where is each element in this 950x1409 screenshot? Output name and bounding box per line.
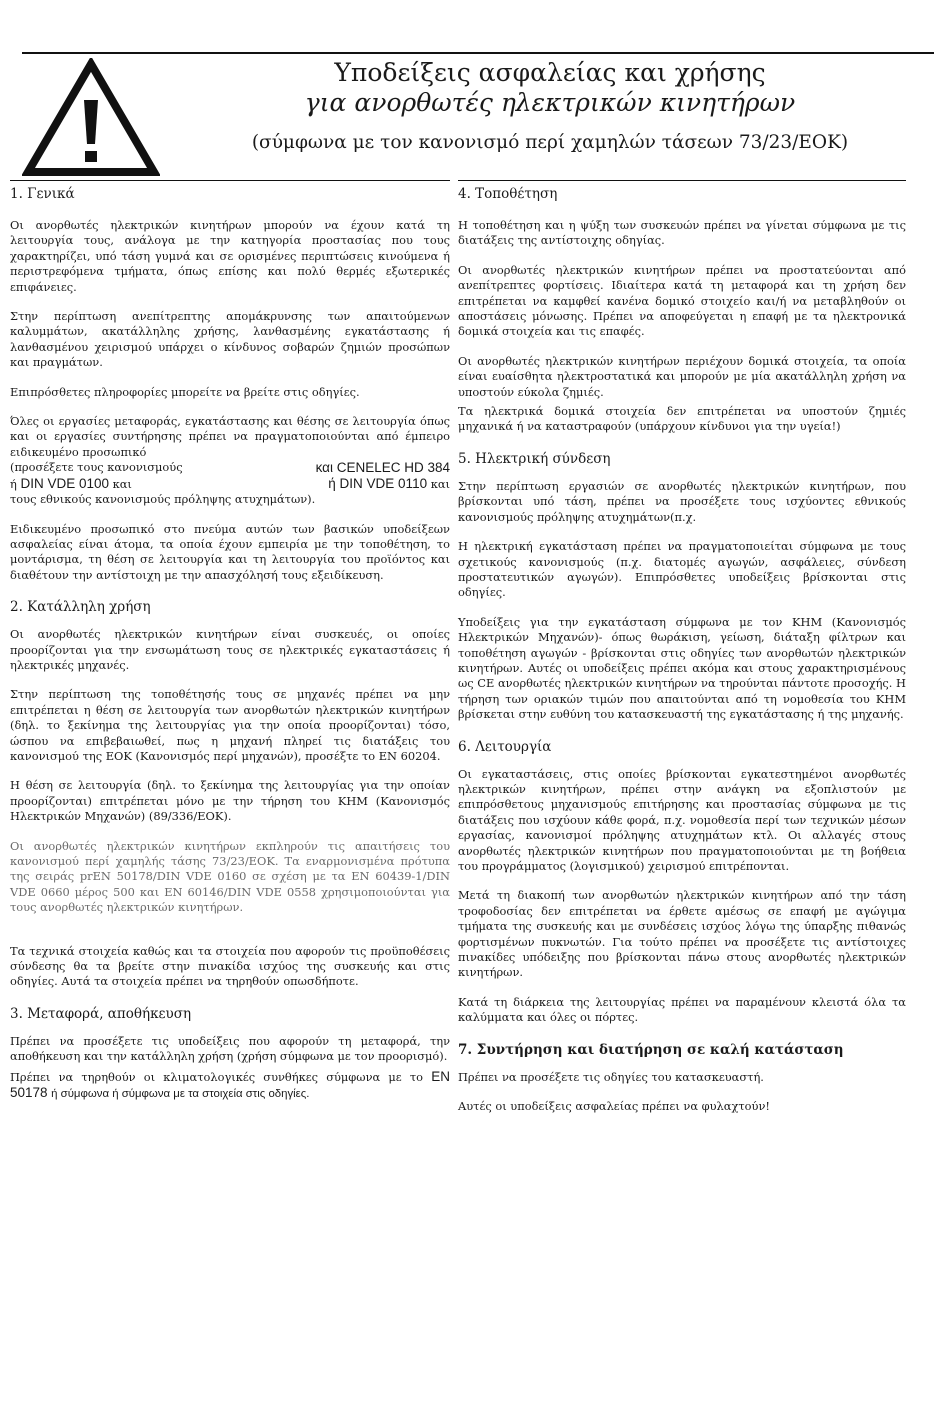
warning-triangle-icon	[22, 58, 160, 178]
paragraph: Επιπρόσθετες πληροφορίες μπορείτε να βρείτε στις οδηγίες.	[10, 384, 360, 399]
paragraph: Κατά τη διάρκεια της λειτουργίας πρέπει να παραμένουν κλειστά όλα τα καλύμματα και όλες οι πόρτες.	[458, 994, 906, 1025]
paragraph: Οι ανορθωτές ηλεκτρικών κινητήρων περιέχουν δομικά στοιχεία, τα οποία είναι ευαίσθητα ηλεκτροστατικά και μπορούν με μία ακατάλληλη χρήση να υποστούν εύκολα ζημιές.	[458, 353, 906, 399]
paragraph-text: ή σύμφωνα ή σύμφωνα με τα στοιχεία στις οδηγίες.	[51, 1088, 310, 1101]
section-operation	[458, 737, 906, 1026]
section-title: 1. Γενικά	[10, 180, 450, 204]
paragraph: Οι ανορθωτές ηλεκτρικών κινητήρων μπορούν να έχουν κατά τη λειτουργία τους, ανάλογα με την κατηγορία προστασίας που τους χαρακτηρίζει, υπό τάση γυμνά και σε ορισμένες περιπτώσεις κινούμενα ή περιστρεφόμενα τμήματα, όπως επίσης και πολύ θερμές εξωτερικές επιφάνειες.	[10, 218, 450, 294]
section-proper-use	[10, 597, 450, 990]
standards-intro: (προσέξετε τους κανονισμούς	[10, 460, 183, 475]
section-transport	[10, 1004, 450, 1103]
left-column	[10, 180, 450, 1116]
paragraph-text: Πρέπει να τηρηθούν οι κλιματολογικές συνθήκες σύμφωνα με το	[10, 1069, 424, 1084]
section-electrical-connection	[458, 449, 906, 723]
paragraph: Οι ανορθωτές ηλεκτρικών κινητήρων εκπληρούν τις απαιτήσεις του κανονισμού περί χαμηλής τάσης 73/23/ΕΟΚ. Τα εναρμονισμένα πρότυπα της σειράς prEN 50178/DIN VDE 0160 σε σχέση με τα EN 60439-1/DIN VDE 0660 μέρος 500 και EN 60146/DIN VDE 0558 χρησιμοποιούνται για τους ανορθωτές ηλεκτρικών κινητήρων.	[10, 838, 450, 915]
paragraph	[10, 1069, 450, 1103]
paragraph: Οι εγκαταστάσεις, στις οποίες βρίσκονται εγκατεστημένοι ανορθωτές ηλεκτρικών κινητήρων, πρέπει στην ανάγκη να εξοπλιστούν με επιπρόσθετους μηχανισμούς επιτήρησης και προστασίας σύμφωνα με τις διατάξεις που ισχύουν κάθε φορά, π.χ. νομοθεσία περί των τεχνικών μέσων εργασίας, κανονισμοί πρόληψης ατυχημάτων κτλ. Οι αλλαγές στους ανορθωτές ηλεκτρικών κινητήρων που πραγματοποιούνται με τη βοήθεια του προγράμματος (λογισμικού) χειρισμού επιτρέπονται.	[458, 766, 906, 873]
paragraph: Οι ανορθωτές ηλεκτρικών κινητήρων πρέπει να προστατεύονται από ανεπίτρεπτες φορτίσεις. Ιδιαίτερα κατά τη μεταφορά και τη χρήση δεν επιτρέπεται να καμφθεί κανένα δομικό στοιχείο και/ή να μεταβληθούν οι αποστάσεις μόνωσης. Πρέπει να αποφεύγεται η επαφή με τα ηλεκτρονικά δομικά στοιχεία και τις επαφές.	[458, 262, 906, 339]
standards-line	[10, 476, 450, 492]
paragraph: Στην περίπτωση εργασιών σε ανορθωτές ηλεκτρικών κινητήρων, που βρίσκονται υπό τάση, πρέπει να προσέξετε τους ισχύοντες εθνικούς κανονισμούς πρόληψης ατυχημάτων(π.χ.	[458, 478, 906, 524]
paragraph: Ειδικευμένο προσωπικό στο πνεύμα αυτών των βασικών υποδείξεων ασφαλείας είναι άτομα, τα οποία έχουν εμπειρία με την τοποθέτηση, το μοντάρισμα, τη θέση σε λειτουργία και τη λειτουργία του προϊόντος και διαθέτουν την αντίστοιχη με την απασχόλησή τους εξειδίκευση.	[10, 521, 450, 582]
text-or: ή	[10, 476, 17, 491]
standard-vde0110: ή DIN VDE 0110	[328, 475, 428, 491]
paragraph	[10, 414, 450, 507]
paragraph: Στην περίπτωση ανεπίτρεπτης απομάκρυνσης των απαιτούμενων καλυμμάτων, ακατάλληλης χρήσης, λανθασμένης εγκατάστασης ή λανθασμένου χειρισμού υπάρχει ο κίνδυνος σοβαρών ζημιών προσώπων και πραγμάτων.	[10, 309, 450, 370]
paragraph: Η τοποθέτηση και η ψύξη των συσκευών πρέπει να γίνεται σύμφωνα με τις διατάξεις της αντίστοιχης οδηγίας.	[458, 218, 906, 248]
paragraph: Τα ηλεκτρικά δομικά στοιχεία δεν επιτρέπεται να υποστούν ζημιές μηχανικά ή να καταστραφούν (υπάρχουν κίνδυνοι για την υγεία!)	[458, 404, 906, 434]
paragraph: Πρέπει να προσέξετε τις υποδείξεις που αφορούν τη μεταφορά, την αποθήκευση και την κατάλληλη χρήση (χρήση σύμφωνα με τον προορισμό).	[10, 1033, 450, 1064]
section-title: 4. Τοποθέτηση	[458, 180, 906, 204]
text-and: και	[112, 476, 132, 491]
text-and: και	[430, 476, 450, 491]
section-general	[10, 180, 450, 583]
paragraph-text: τους εθνικούς κανονισμούς πρόληψης ατυχημάτων).	[10, 492, 316, 507]
header-rule	[22, 52, 934, 54]
section-title: 3. Μεταφορά, αποθήκευση	[10, 1005, 192, 1022]
section-title: 6. Λειτουργία	[458, 738, 552, 755]
paragraph: Η θέση σε λειτουργία (δηλ. το ξεκίνημα της λειτουργίας για την οποίαν προορίζονται) επιτρέπεται μόνο με την τήρηση του ΚΗΜ (Κανονισμός Ηλεκτρικών Μηχανών) (89/336/ΕΟΚ).	[10, 778, 450, 824]
right-column	[458, 180, 906, 1128]
section-installation	[458, 180, 906, 435]
section-maintenance	[458, 1040, 906, 1115]
standard-cenelec: και CENELEC HD 384	[315, 460, 450, 476]
paragraph: Τα τεχνικά στοιχεία καθώς και τα στοιχεία που αφορούν τις προϋποθέσεις σύνδεσης θα τα βρείτε στην πινακίδα ισχύος της συσκευής και στις οδηγίες. Αυτά τα στοιχεία πρέπει να τηρηθούν οπωσδήποτε.	[10, 943, 450, 989]
section-title: 7. Συντήρηση και διατήρηση σε καλή κατάσταση	[458, 1041, 844, 1058]
standards-line	[10, 460, 450, 475]
subtitle: (σύμφωνα με τον κανονισμό περί χαμηλών τάσεων 73/23/ΕΟΚ)	[251, 132, 849, 153]
section-title: 2. Κατάλληλη χρήση	[10, 599, 151, 616]
standard-vde0100: DIN VDE 0100	[20, 475, 109, 491]
paragraph: Πρέπει να προσέξετε τις οδηγίες του κατασκευαστή.	[458, 1069, 764, 1084]
paragraph: Μετά τη διακοπή των ανορθωτών ηλεκτρικών κινητήρων από την τάση τροφοδοσίας δεν επιτρέπεται να έρθετε αμέσως σε επαφή με αγώγιμα τμήματα της συσκευής και με συνδέσεις ισχύος λόγω της ύπαρξης πιθανώς φορτισμένων πυκνωτών. Για τούτο πρέπει να προσέξετε τις αντίστοιχες πινακίδες υπόδειξης που βρίσκονται πάνω στους ανορθωτές ηλεκτρικών κινητήρων.	[458, 888, 906, 980]
standard-en50178: EN 50178	[10, 1068, 451, 1101]
paragraph: Στην περίπτωση της τοποθέτησής τους σε μηχανές πρέπει να μην επιτρέπεται η θέση σε λειτουργία των ανορθωτών ηλεκτρικών κινητήρων (δηλ. το ξεκίνημα της λειτουργίας για την οποία προορίζονται) τόσο, ώσπου να επιβεβαιωθεί, πως η μηχανή πληρεί τις διατάξεις του κανονισμού της ΕΟΚ (Κανονισμός περί μηχανών), προσέξτε το EN 60204.	[10, 687, 450, 763]
title-line-1: Υποδείξεις ασφαλείας και χρήσης	[334, 58, 766, 87]
paragraph: Υποδείξεις για την εγκατάσταση σύμφωνα με τον ΚΗΜ (Κανονισμός Ηλεκτρικών Μηχανών)- όπως θωράκιση, γείωση, διάταξη φίλτρων και τοποθέτηση αγωγών - βρίσκονται στις οδηγίες των ανορθωτών ηλεκτρικών κινητήρων. Αυτές οι υποδείξεις πρέπει ακόμα και στους χαρακτηρισμένους ως CE ανορθωτές ηλεκτρικών κινητήρων να τηρούνται πάντοτε προσοχής. Η τήρηση των οριακών τιμών που απαιτούνται από τη νομοθεσία του ΚΗΜ βρίσκεται στην ευθύνη του κατασκευαστή της εγκατάστασης ή της μηχανής.	[458, 614, 906, 722]
paragraph: Η ηλεκτρική εγκατάσταση πρέπει να πραγματοποιείται σύμφωνα με τους σχετικούς κανονισμούς (π.χ. διατομές αγωγών, ασφάλειες, σύνδεση προστατευτικών αγωγών). Επιπρόσθετες υποδείξεις βρίσκονται στις οδηγίες.	[458, 539, 906, 600]
paragraph: Αυτές οι υποδείξεις ασφαλείας πρέπει να φυλαχτούν!	[458, 1099, 770, 1114]
section-title: 5. Ηλεκτρική σύνδεση	[458, 450, 611, 467]
title-block	[180, 58, 920, 156]
paragraph-text: Όλες οι εργασίες μεταφοράς, εγκατάστασης και θέσης σε λειτουργία όπως και οι εργασίες συντήρησης πρέπει να πραγματοποιούνται από έμπειρο ειδικευμένο προσωπικό	[10, 414, 450, 459]
title-line-2: για ανορθωτές ηλεκτρικών κινητήρων	[304, 88, 796, 117]
paragraph: Οι ανορθωτές ηλεκτρικών κινητήρων είναι συσκευές, οι οποίες προορίζονται για την ενσωμάτωση τους σε ηλεκτρικές εγκαταστάσεις ή ηλεκτρικές μηχανές.	[10, 627, 450, 672]
